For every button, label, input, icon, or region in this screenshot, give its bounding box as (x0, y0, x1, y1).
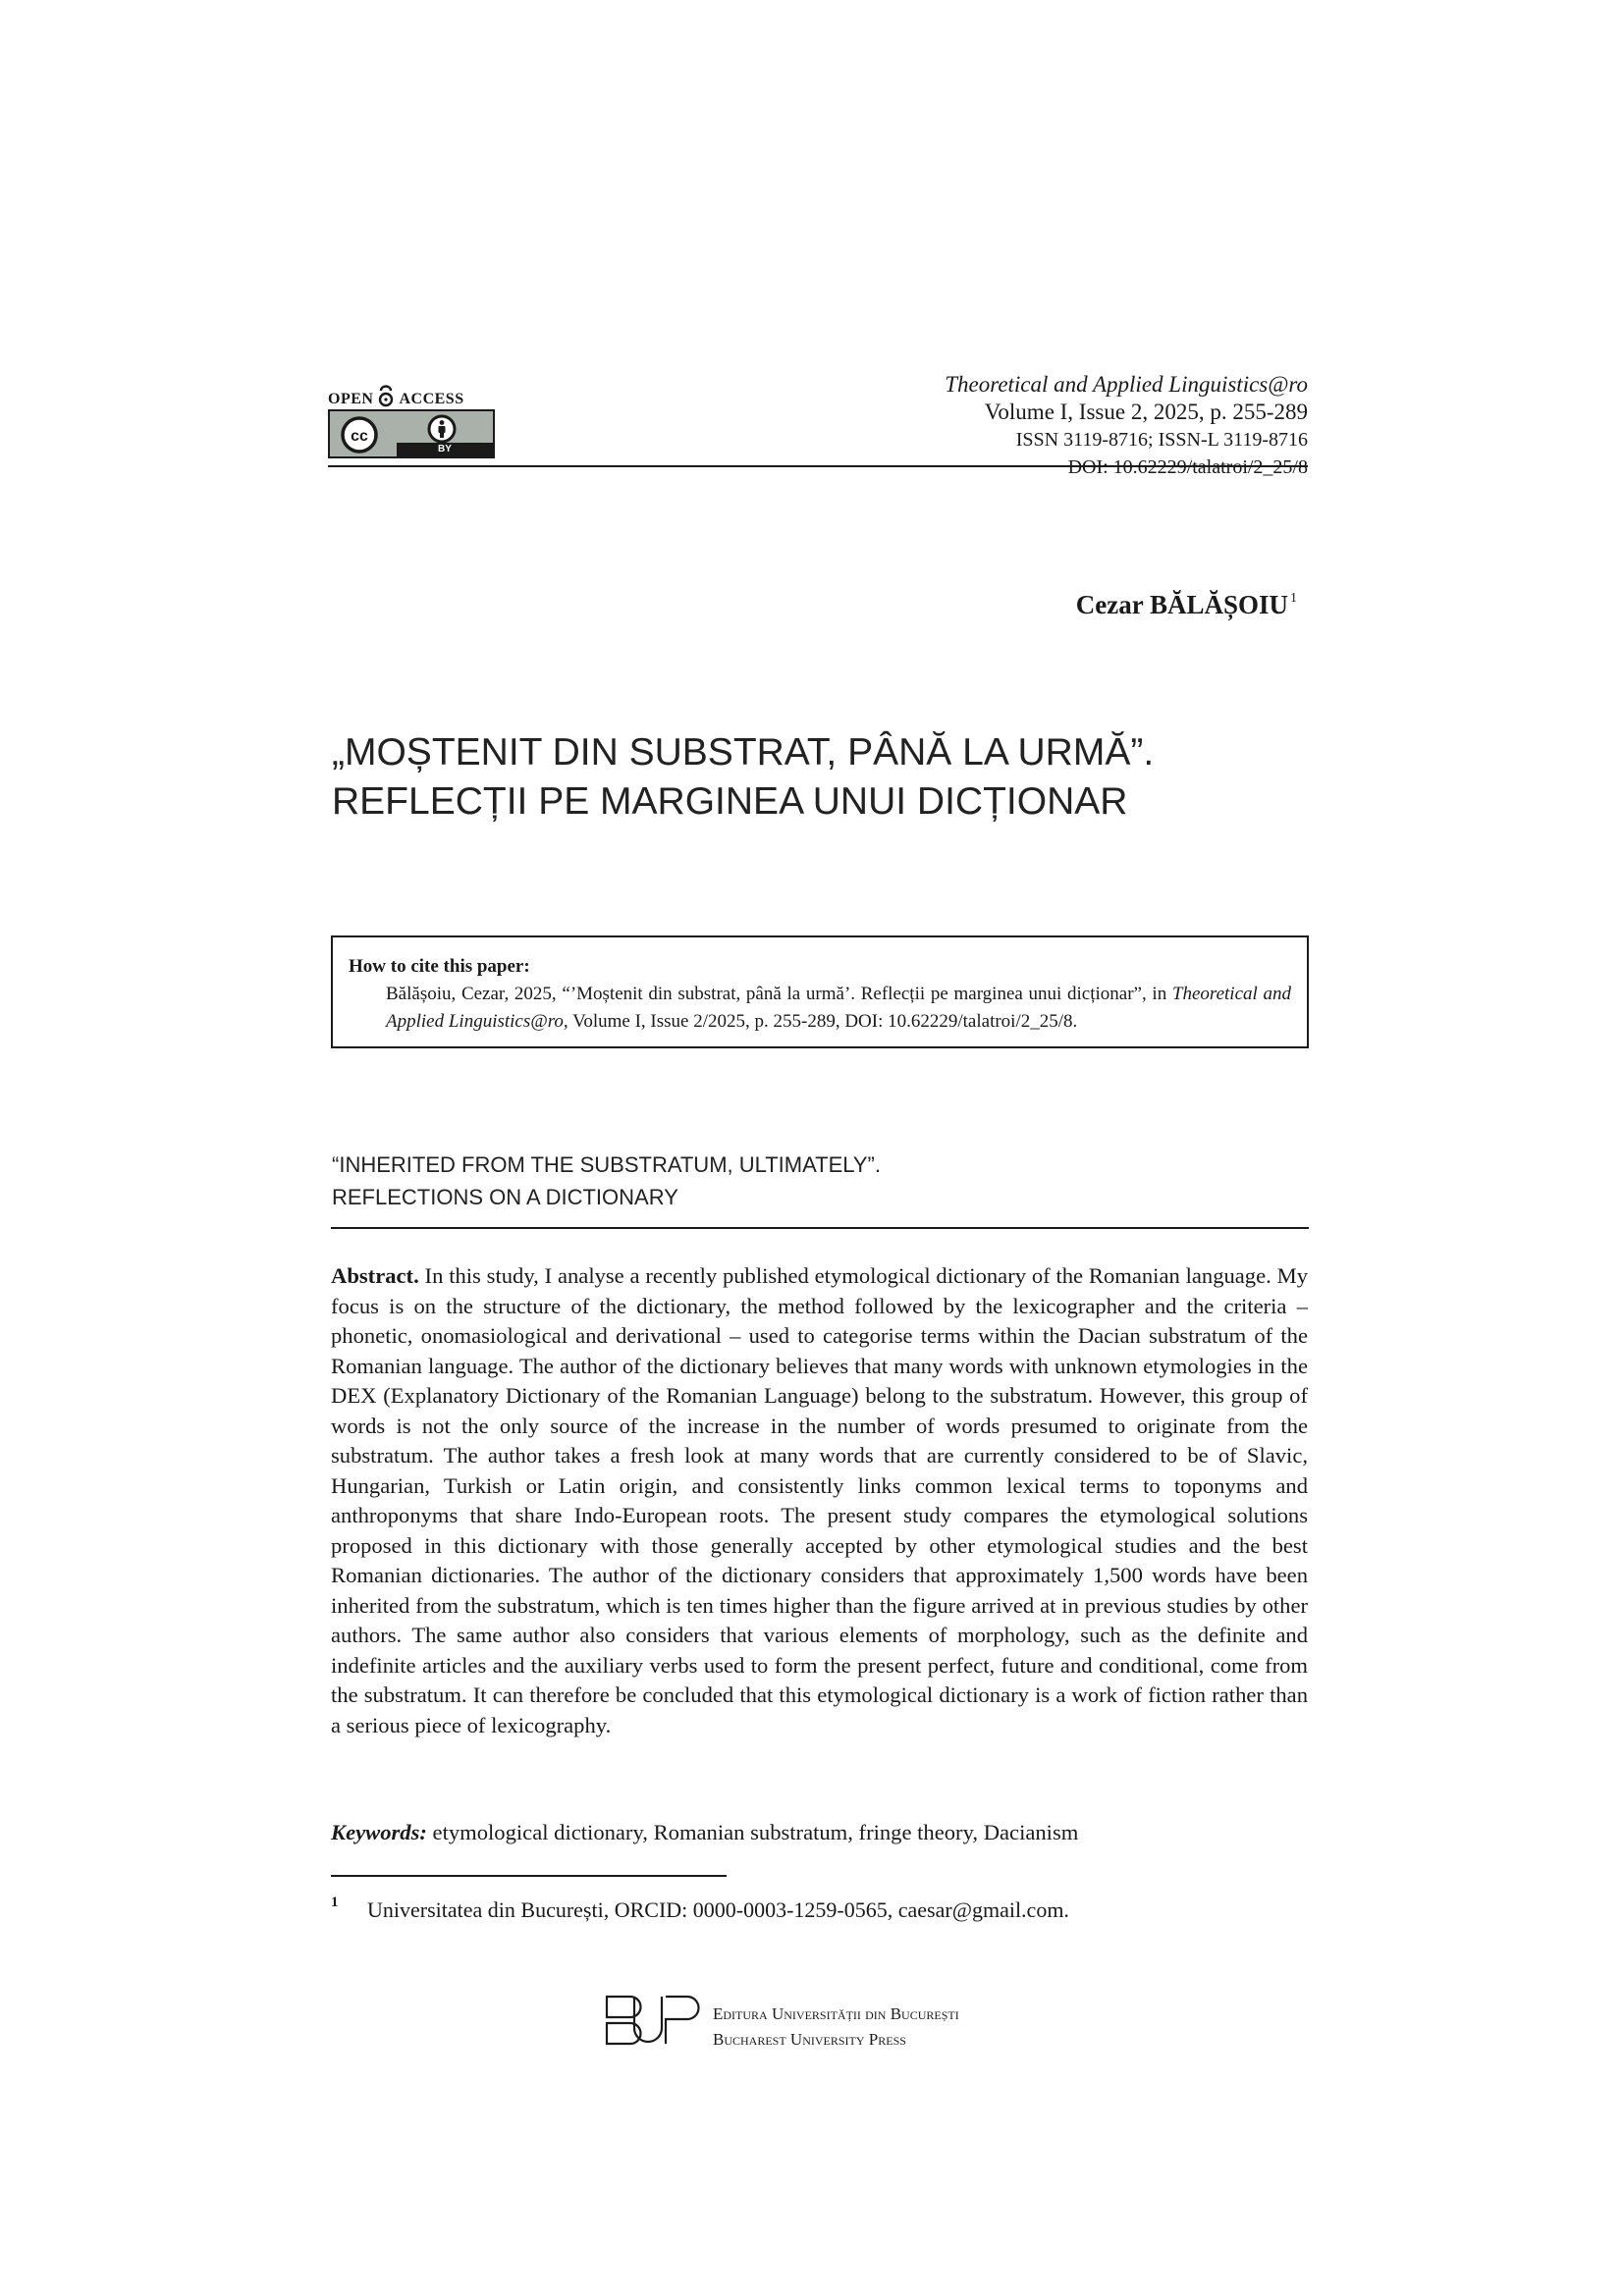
citation-journal: Theoretical and Applied Linguistics@ro, (386, 984, 1291, 1032)
publisher-logo-icon (603, 1994, 701, 2047)
footnote-text: Universitatea din București, ORCID: 0000-0003-1259-0565, caesar@gmail.com. (367, 1897, 1069, 1922)
citation-text (349, 981, 1291, 1036)
journal-title: Theoretical and Applied Linguistics@ro (945, 372, 1308, 397)
cc-icon (340, 415, 379, 454)
svg-text:cc: cc (351, 428, 368, 445)
header-divider (328, 465, 1308, 467)
author-name (1076, 590, 1297, 620)
paper-title-line1: „MOȘTENIT DIN SUBSTRAT, PÂNĂ LA URMĂ”. (332, 731, 1155, 774)
footnote-divider (331, 1875, 727, 1877)
paper-title-line2: REFLECȚII PE MARGINEA UNUI DICȚIONAR (332, 780, 1128, 823)
english-title (332, 1148, 881, 1213)
abstract-label: Abstract. (331, 1263, 419, 1288)
publisher-name (713, 2002, 959, 2053)
keywords (331, 1818, 1308, 1847)
citation-text-part2: Volume I, Issue 2/2025, p. 255-289, DOI: 10.62229/talatroi/2_25/8. (568, 1011, 1078, 1032)
publisher-name-en: Bucharest University Press (713, 2030, 906, 2049)
keywords-text: etymological dictionary, Romanian substratum, fringe theory, Dacianism (426, 1820, 1079, 1844)
journal-volume: Volume I, Issue 2, 2025, p. 255-289 (984, 400, 1308, 424)
citation-text-part1: Bălășoiu, Cezar, 2025, “’Moștenit din substrat, până la urmă’. Reflecții pe marginea unui dicționar”, in (386, 984, 1172, 1004)
abstract (331, 1261, 1308, 1740)
paper-title (332, 728, 1154, 827)
publisher-name-ro: Editura Universității din București (713, 2004, 959, 2023)
cc-by-license-badge[interactable] (328, 409, 495, 458)
citation-heading: How to cite this paper: (349, 956, 530, 977)
attribution-person-icon (426, 413, 458, 445)
open-label: OPEN (328, 391, 374, 407)
journal-issn: ISSN 3119-8716; ISSN-L 3119-8716 (1015, 429, 1308, 451)
abstract-text: In this study, I analyse a recently published etymological dictionary of the Romanian language. My focus is on the structure of the dictionary, the method followed by the lexicographer and the criteria – phonetic, onomasiological and derivational – used to categorise terms within the Dacian substratum of the Romanian language. The author of the dictionary believes that many words with unknown etymologies in the DEX (Explanatory Dictionary of the Romanian Language) belong to the substratum. However, this group of words is not the only source of the increase in the number of words presumed to originate from the substratum. The author takes a fresh look at many words that are currently considered to be of Slavic, Hungarian, Turkish or Latin origin, and consistently links common lexical terms to toponyms and anthroponyms that share Indo-European roots. The present study compares the etymological solutions proposed in this dictionary with those generally accepted by other etymological studies and the best Romanian dictionaries. The author of the dictionary considers that approximately 1,500 words have been inherited from the substratum, which is ten times higher than the figure arrived at in previous studies by other authors. The same author also considers that various elements of morphology, such as the definite and indefinite articles and the auxiliary verbs used to form the present perfect, future and conditional, come from the substratum. It can therefore be concluded that this etymological dictionary is a work of fiction rather than a serious piece of lexicography. (331, 1263, 1308, 1737)
journal-doi[interactable]: DOI: 10.62229/talatroi/2_25/8 (1067, 456, 1308, 478)
citation-box (331, 935, 1309, 1048)
english-title-line2: REFLECTIONS ON A DICTIONARY (332, 1185, 678, 1209)
author-footnote-ref[interactable]: 1 (1290, 591, 1297, 606)
author-name-text: Cezar BĂLĂȘOIU (1075, 590, 1288, 619)
by-label: BY (397, 443, 493, 456)
english-title-divider (331, 1227, 1309, 1229)
footnote-mark: 1 (331, 1895, 339, 1910)
access-label: ACCESS (399, 391, 464, 407)
keywords-label: Keywords: (331, 1820, 427, 1844)
english-title-line1: “INHERITED FROM THE SUBSTRATUM, ULTIMATELY”. (332, 1152, 881, 1177)
